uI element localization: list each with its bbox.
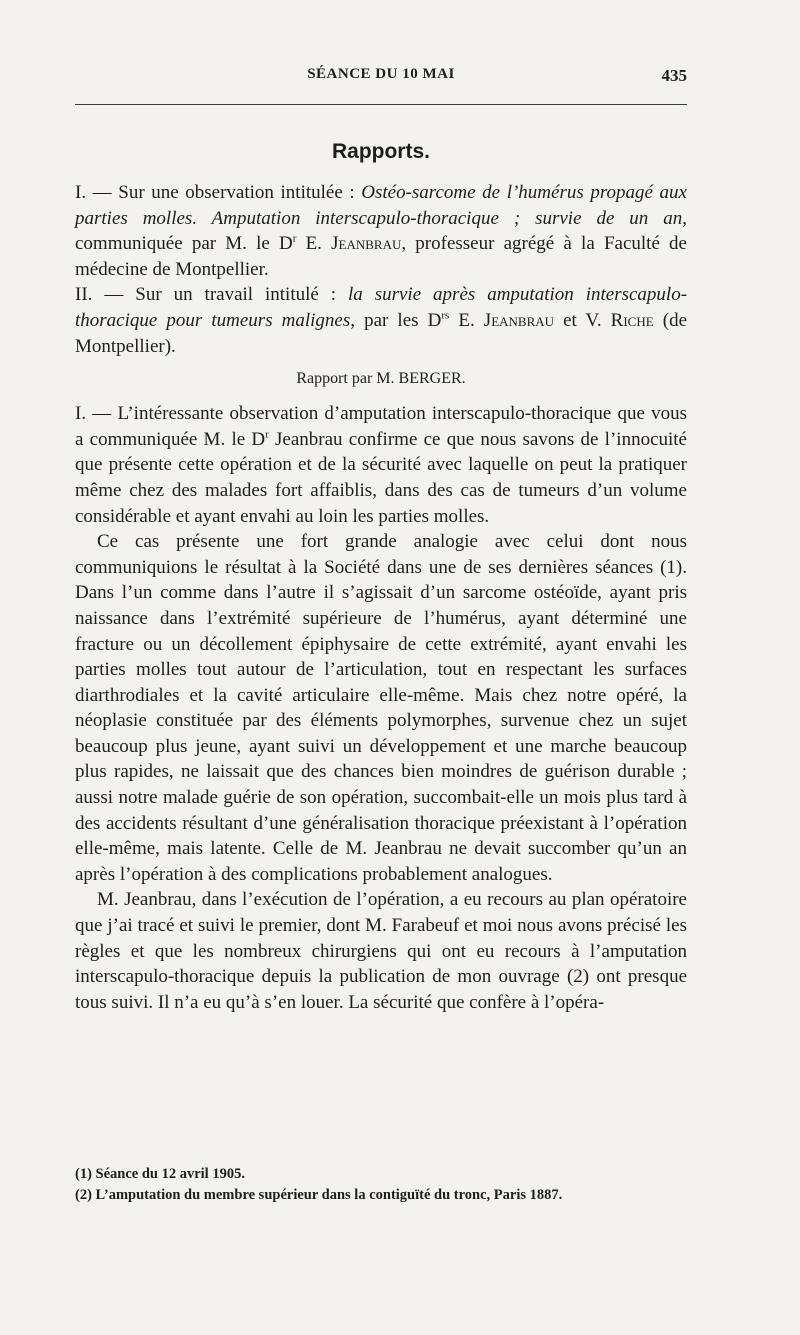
header-title: SÉANCE DU 10 MAI — [307, 66, 455, 82]
running-header — [75, 66, 687, 90]
superscript: r — [265, 428, 269, 441]
paragraph-text: Jeanbrau confirme ce que nous savons de l’innocuité que présente cette opération et de la sécurité avec laquelle on peut la pratiquer même chez des malades fort affaiblis, dans des cas de tumeurs d’un volume considérable et ayant envahi au loin les parties molles. — [75, 428, 687, 527]
item-text: , professeur agrégé à la Faculté de médecine de Montpellier. — [75, 233, 687, 280]
item-text: (de Montpellier). — [75, 309, 688, 357]
report-item-2 — [75, 282, 687, 359]
footnote-2: (2) L’amputation du membre supérieur dans la contiguïté du tronc, Paris 1887. — [75, 1187, 563, 1203]
report-item-1 — [75, 180, 687, 282]
superscript: r — [292, 232, 297, 245]
page-number: 435 — [661, 66, 687, 85]
item-text: E. — [449, 309, 484, 331]
item-text: Sur un travail intitulé : — [135, 284, 348, 306]
item-text: E. — [296, 233, 332, 255]
superscript: rs — [441, 309, 450, 322]
header-rule — [75, 104, 687, 105]
author-name: Jeanbrau — [331, 233, 402, 255]
rapport-byline: Rapport par M. BERGER. — [296, 370, 466, 388]
paragraph-3: M. Jeanbrau, dans l’exécution de l’opération, a eu recours au plan opératoire que j’ai tracé et suivi le premier, dont M. Farabeuf et moi nous avons précisé les règles et que les nombreux chirurgiens qui ont eu recours à l’amputation interscapulo-thoracique depuis la publication de mon ouvrage (2) ont presque tous suivi. Il n’a eu qu’à s’en louer. La sécurité que confère à l’opéra- — [75, 889, 687, 1013]
author-name: Jeanbrau — [483, 309, 555, 331]
item-text: Sur une observation intitulée : — [118, 182, 362, 203]
section-title: Rapports. — [331, 140, 430, 163]
author-name: Riche — [610, 309, 654, 331]
footnote-1: (1) Séance du 12 avril 1905. — [75, 1166, 245, 1182]
paragraph-2: Ce cas présente une fort grande analogie avec celui dont nous communiquions le résultat à la Société dans une de ses dernières séances (1). Dans l’un comme dans l’autre il s’agissait d’un sarcome ostéoïde, ayant pris naissance dans l’extrémité supérieure de l’humérus, ayant déterminé une fracture ou un décollement épiphysaire de cette extrémité, ayant envahi les parties molles tout autour de l’articulation, tout en respectant les surfaces diarthrodiales et la cavité articulaire elle-même. Mais chez notre opéré, la néoplasie constituée par des éléments polymorphes, survenue chez un sujet beaucoup plus jeune, ayant suivi un développement et une marche beaucoup plus rapides, ne laissait que des chances bien moindres de guérison durable ; aussi notre malade guérie de son opération, succombait-elle un mois plus tard à des accidents résultant d’une généralisation thoracique préexistant à l’opération elle-même, mais latente. Celle de M. Jeanbrau ne devait succomber qu’un an après l’opération à des complications probablement analogues. — [75, 531, 687, 885]
paragraph-text: I. — L’intéressante observation d’amputation interscapulo-thoracique que vous a communiquée M. le D — [75, 403, 687, 450]
document-page — [75, 0, 687, 1335]
item-title-italic: la survie après amputation interscapulo-thoracique pour tumeurs malignes — [75, 284, 688, 331]
footnotes — [75, 1164, 687, 1206]
item-number: I. — — [75, 182, 119, 203]
item-text: , par les D — [350, 309, 442, 331]
paragraph-1 — [75, 401, 687, 529]
item-number: II. — — [75, 284, 136, 306]
item-title-italic: Ostéo-sarcome de l’humérus propagé aux parties molles. Amputation interscapulo-thoracique ; survie de un an — [75, 182, 687, 229]
item-text: , communiquée par M. le D — [75, 207, 687, 255]
body-text — [75, 180, 687, 1015]
item-text: et V. — [554, 309, 611, 331]
